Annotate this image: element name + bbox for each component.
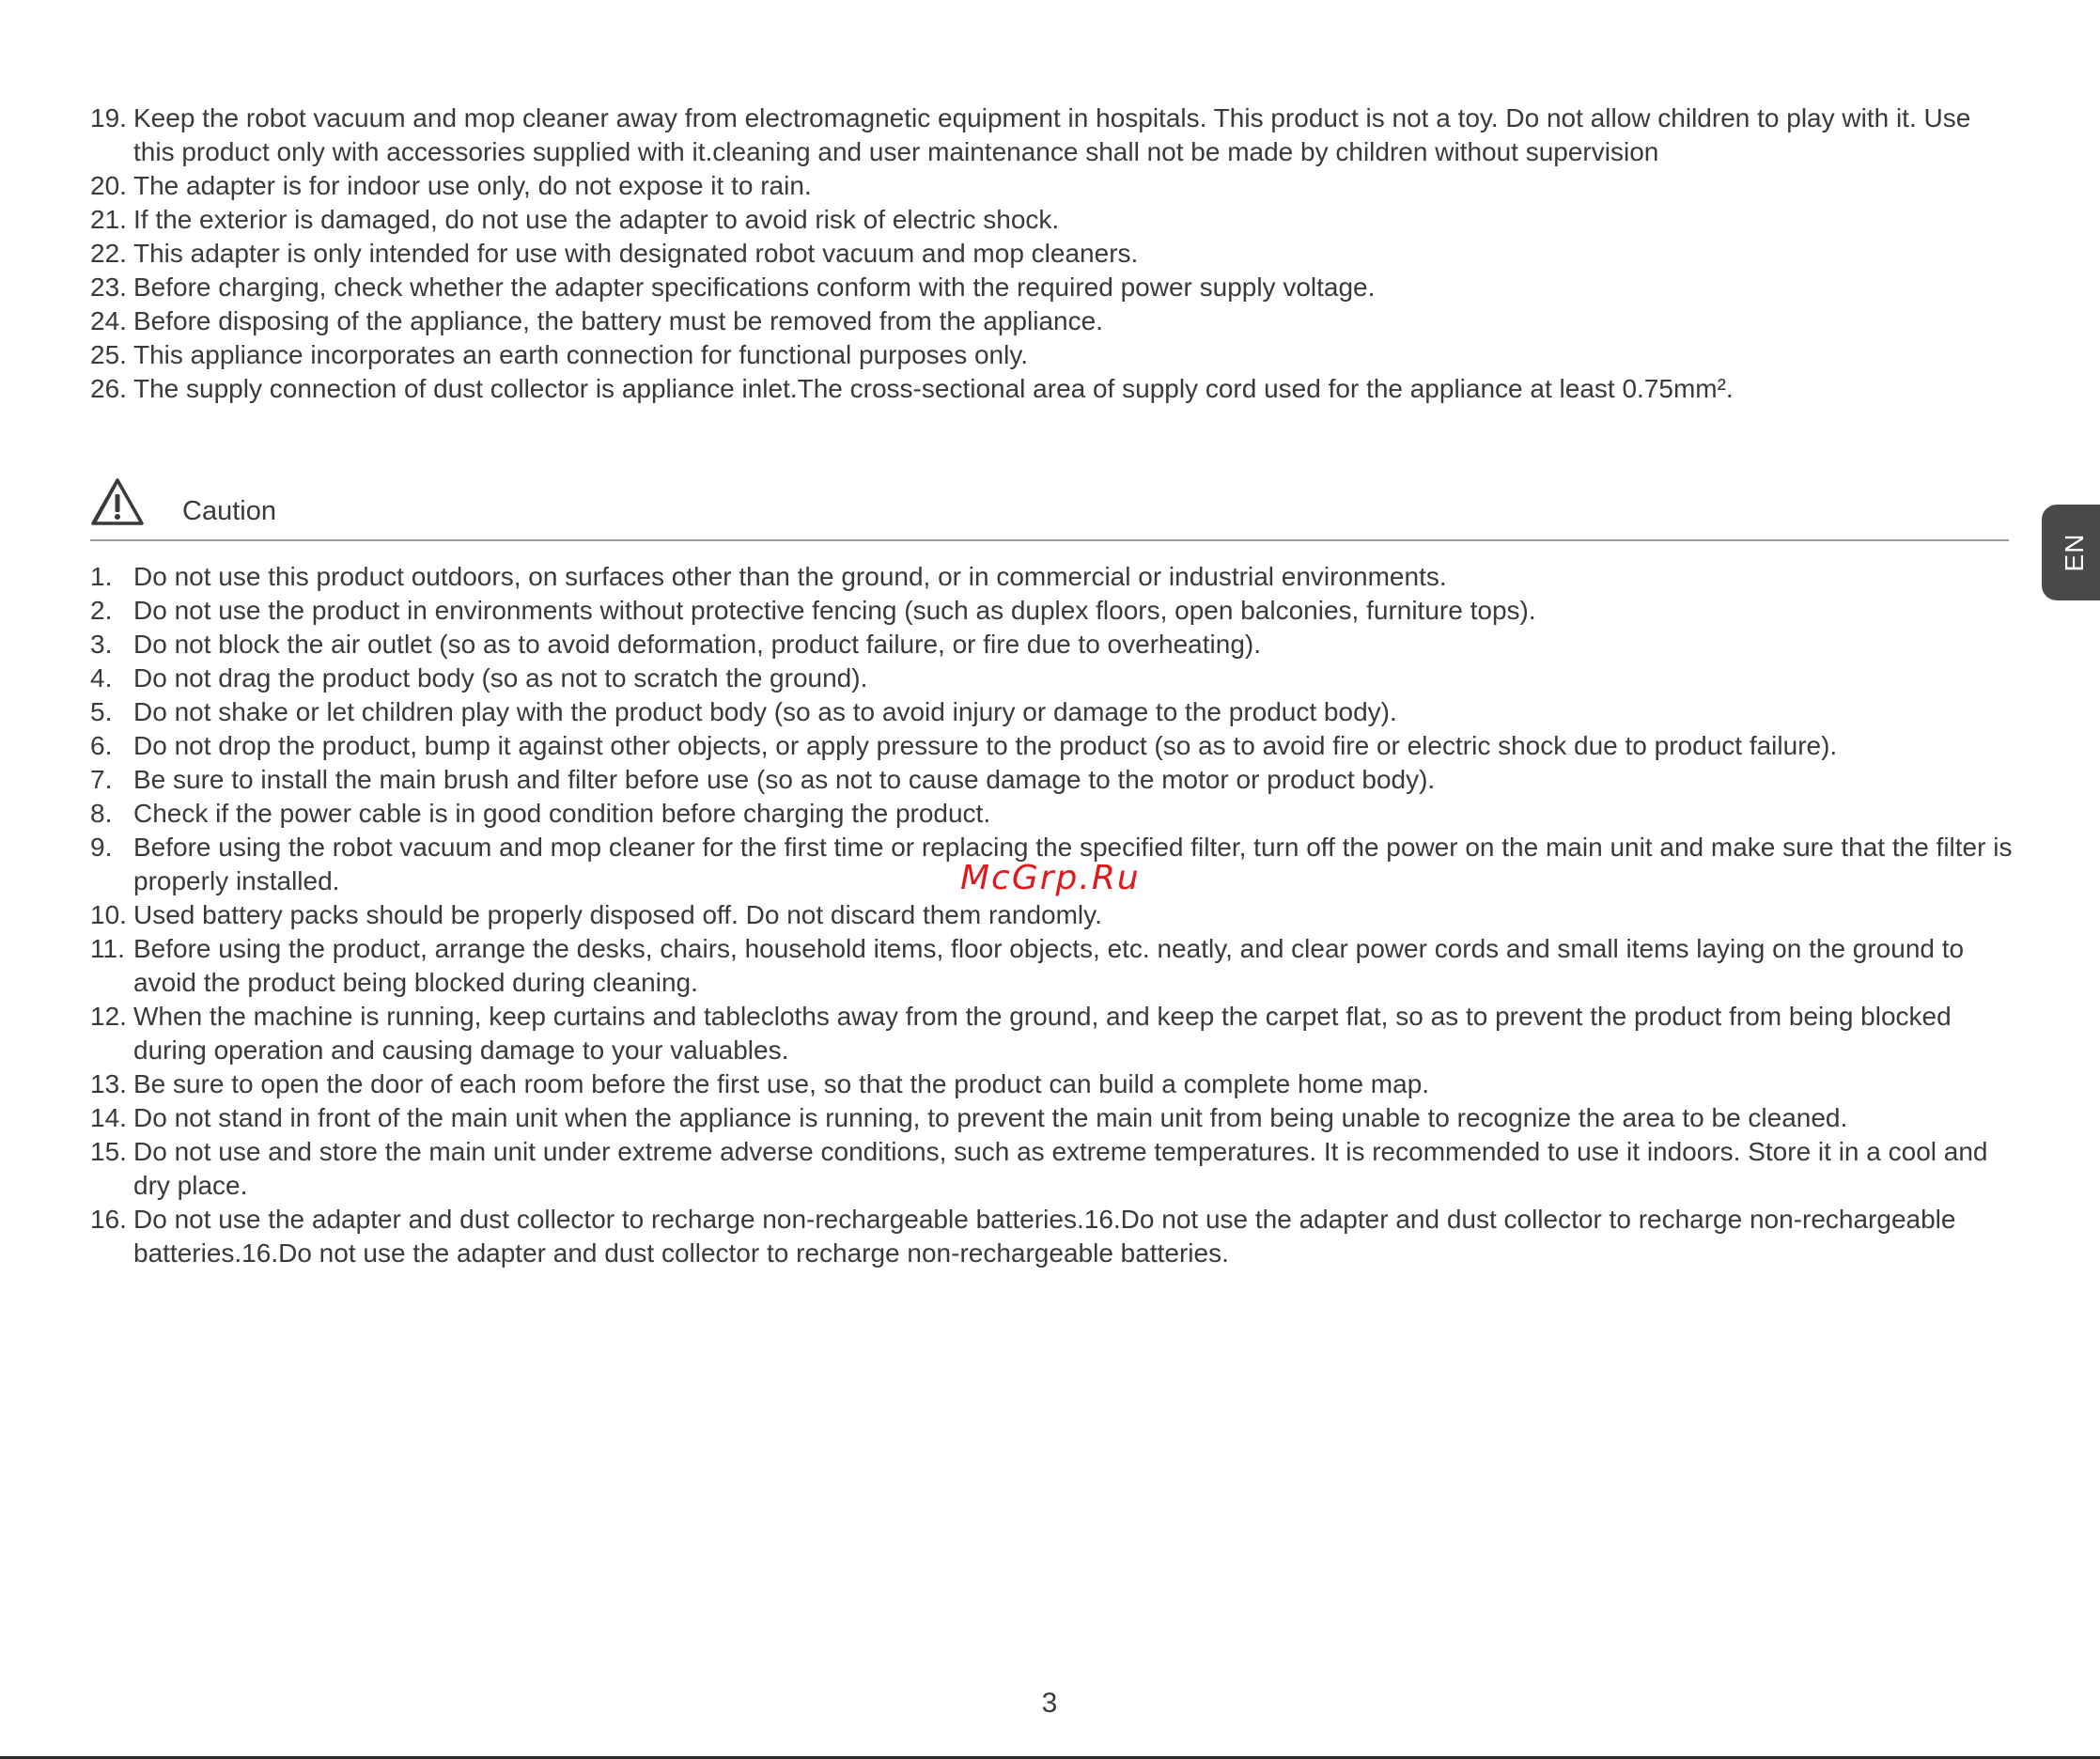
item-number: 21. bbox=[90, 205, 127, 234]
list-item bbox=[90, 932, 2016, 1000]
item-text: Do not use and store the main unit under extreme adverse conditions, such as extreme temperatures. It is recommended to use it indoors. Store it in a cool and dry place. bbox=[133, 1137, 1988, 1200]
item-text: This adapter is only intended for use with designated robot vacuum and mop cleaners. bbox=[133, 239, 1139, 268]
list-item bbox=[90, 271, 2016, 304]
list-item bbox=[90, 338, 2016, 372]
item-number: 14. bbox=[90, 1103, 127, 1132]
list-item bbox=[90, 797, 2016, 831]
item-text: Before using the product, arrange the desks, chairs, household items, floor objects, etc. neatly, and clear power cords and small items laying on the ground to avoid the product being blocked during cleaning. bbox=[133, 934, 1965, 997]
list-item bbox=[90, 372, 2016, 406]
item-number: 10. bbox=[90, 900, 127, 929]
item-number: 1. bbox=[90, 562, 113, 591]
item-text: Before charging, check whether the adapter specifications conform with the required power supply voltage. bbox=[133, 272, 1376, 302]
item-text: Check if the power cable is in good condition before charging the product. bbox=[133, 799, 991, 828]
item-text: Do not use the adapter and dust collector to recharge non-rechargeable batteries.16.Do not use the adapter and dust collector to recharge non-rechargeable batteries.16.Do not use the adapter and dust collector to recharge non-rechargeable batteries. bbox=[133, 1205, 1956, 1268]
list-item bbox=[90, 628, 2016, 662]
list-item bbox=[90, 763, 2016, 797]
item-number: 6. bbox=[90, 731, 113, 760]
item-text: If the exterior is damaged, do not use the adapter to avoid risk of electric shock. bbox=[133, 205, 1060, 234]
list-item bbox=[90, 1000, 2016, 1067]
item-number: 19. bbox=[90, 103, 127, 132]
list-item bbox=[90, 101, 2016, 169]
item-number: 7. bbox=[90, 765, 113, 794]
item-number: 11. bbox=[90, 934, 125, 963]
item-text: Before disposing of the appliance, the battery must be removed from the appliance. bbox=[133, 306, 1103, 335]
item-number: 4. bbox=[90, 663, 113, 693]
item-text: Do not shake or let children play with the product body (so as to avoid injury or damage to the product body). bbox=[133, 697, 1397, 726]
item-text: Keep the robot vacuum and mop cleaner away from electromagnetic equipment in hospitals. This product is not a toy. Do not allow children to play with it. Use this product only with accessories supplied with it.cleaning and user maintenance shall not be made by children without supervision bbox=[133, 103, 1971, 166]
item-number: 12. bbox=[90, 1002, 127, 1031]
item-number: 22. bbox=[90, 239, 127, 268]
item-text: Be sure to open the door of each room before the first use, so that the product can build a complete home map. bbox=[133, 1069, 1430, 1098]
warning-triangle-icon bbox=[90, 477, 145, 526]
item-text: Used battery packs should be properly disposed off. Do not discard them randomly. bbox=[133, 900, 1102, 929]
item-number: 20. bbox=[90, 171, 127, 200]
item-number: 24. bbox=[90, 306, 127, 335]
item-text: The adapter is for indoor use only, do not expose it to rain. bbox=[133, 171, 812, 200]
list-item bbox=[90, 560, 2016, 594]
page-number: 3 bbox=[1041, 1688, 1058, 1719]
item-text: This appliance incorporates an earth connection for functional purposes only. bbox=[133, 340, 1029, 369]
list-item bbox=[90, 662, 2016, 695]
list-item bbox=[90, 1101, 2016, 1135]
item-number: 25. bbox=[90, 340, 127, 369]
item-number: 9. bbox=[90, 833, 113, 862]
item-text: Do not drop the product, bump it against other objects, or apply pressure to the product (so as to avoid fire or electric shock due to product failure). bbox=[133, 731, 1838, 760]
item-text: The supply connection of dust collector is appliance inlet.The cross-sectional area of supply cord used for the appliance at least 0.75mm². bbox=[133, 374, 1734, 403]
list-item bbox=[90, 1135, 2016, 1203]
list-item bbox=[90, 169, 2016, 203]
list-item bbox=[90, 729, 2016, 763]
item-number: 3. bbox=[90, 630, 113, 659]
list-item bbox=[90, 237, 2016, 271]
caution-list bbox=[90, 560, 2016, 1270]
item-text: Do not stand in front of the main unit when the appliance is running, to prevent the main unit from being unable to recognize the area to be cleaned. bbox=[133, 1103, 1848, 1132]
item-text: Do not drag the product body (so as not to scratch the ground). bbox=[133, 663, 868, 693]
list-item bbox=[90, 594, 2016, 628]
item-number: 23. bbox=[90, 272, 127, 302]
list-item bbox=[90, 304, 2016, 338]
item-text: Before using the robot vacuum and mop cleaner for the first time or replacing the specified filter, turn off the power on the main unit and make sure that the filter is properly installed. bbox=[133, 833, 2013, 895]
list-item bbox=[90, 203, 2016, 237]
language-tab bbox=[2042, 505, 2100, 600]
watermark: McGrp.Ru bbox=[960, 859, 1141, 897]
language-label: EN bbox=[2060, 533, 2089, 572]
item-number: 5. bbox=[90, 697, 113, 726]
item-text: Be sure to install the main brush and filter before use (so as not to cause damage to the motor or product body). bbox=[133, 765, 1436, 794]
item-number: 13. bbox=[90, 1069, 127, 1098]
list-item bbox=[90, 898, 2016, 932]
item-number: 8. bbox=[90, 799, 113, 828]
list-item bbox=[90, 695, 2016, 729]
item-number: 16. bbox=[90, 1205, 127, 1234]
safety-list-continued bbox=[90, 101, 2016, 406]
list-item bbox=[90, 1203, 2016, 1270]
item-number: 15. bbox=[90, 1137, 127, 1166]
item-text: Do not block the air outlet (so as to avoid deformation, product failure, or fire due to overheating). bbox=[133, 630, 1261, 659]
caution-title: Caution bbox=[182, 496, 276, 526]
list-item bbox=[90, 1067, 2016, 1101]
item-text: Do not use this product outdoors, on surfaces other than the ground, or in commercial or industrial environments. bbox=[133, 562, 1447, 591]
item-text: Do not use the product in environments without protective fencing (such as duplex floors, open balconies, furniture tops). bbox=[133, 596, 1536, 625]
item-number: 2. bbox=[90, 596, 113, 625]
caution-header bbox=[90, 477, 2009, 541]
item-text: When the machine is running, keep curtains and tablecloths away from the ground, and keep the carpet flat, so as to prevent the product from being blocked during operation and causing damage to your valuables. bbox=[133, 1002, 1952, 1065]
item-number: 26. bbox=[90, 374, 127, 403]
